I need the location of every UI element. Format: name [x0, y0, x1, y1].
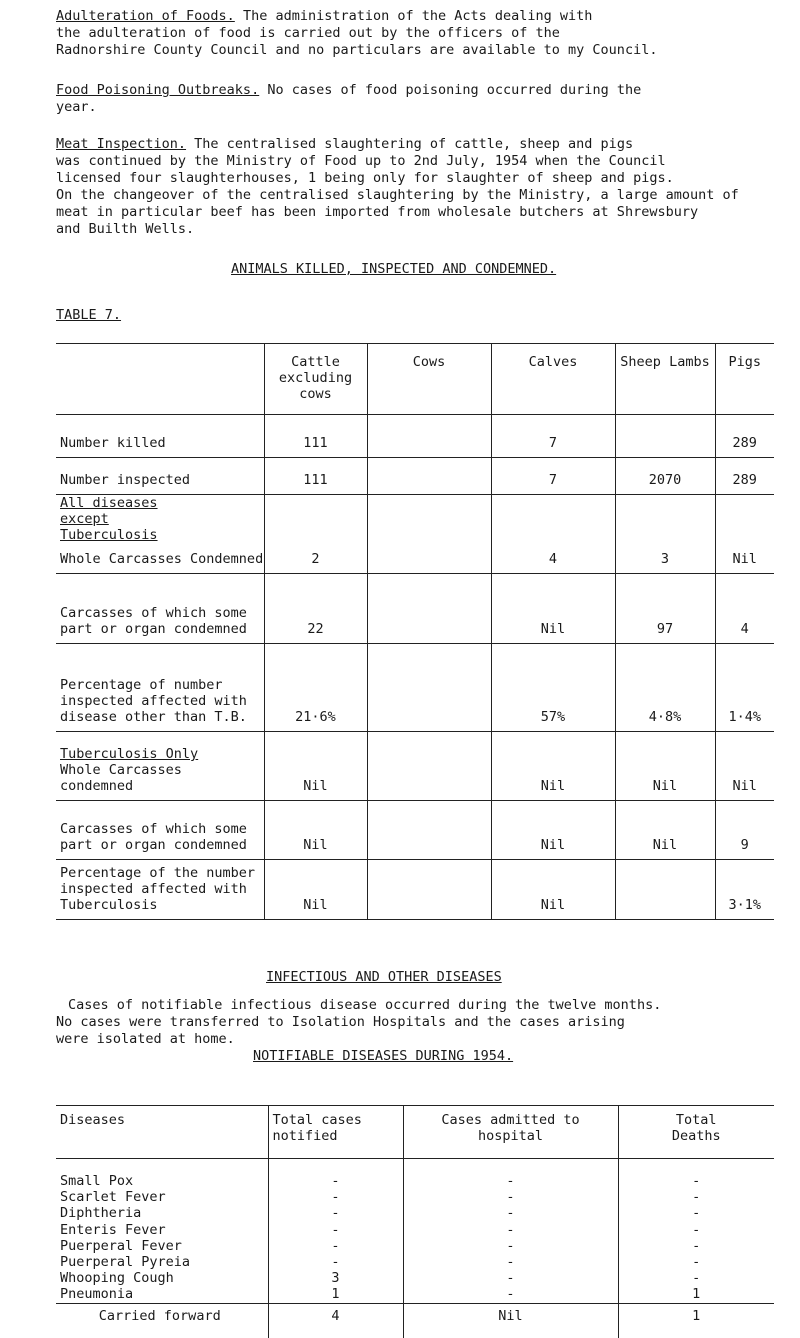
cell — [367, 458, 491, 495]
section-heading-tuberculosis: Tuberculosis Only — [60, 746, 199, 762]
table-row — [56, 574, 774, 644]
cases-admitted: - — [403, 1254, 618, 1270]
table-row — [56, 495, 774, 574]
disease-name: Diphtheria — [60, 1205, 142, 1222]
cell — [367, 415, 491, 458]
cases-admitted: - — [403, 1238, 618, 1254]
total-cases: 1 — [268, 1286, 403, 1303]
cell: 21·6% — [264, 644, 367, 732]
notifiable-diseases-table — [56, 1105, 774, 1338]
infectious-paragraph — [56, 997, 796, 1048]
cases-admitted: - — [403, 1286, 618, 1303]
cell: 289 — [715, 458, 774, 495]
cell: 3·1% — [715, 860, 774, 920]
cell: Nil — [715, 495, 774, 574]
table-row — [56, 644, 774, 732]
meat-inspection-paragraph — [56, 136, 796, 238]
cell: 111 — [264, 458, 367, 495]
cell: 2 — [264, 495, 367, 574]
column-header-diseases: Diseases — [56, 1106, 268, 1159]
disease-name: Enteris Fever — [60, 1221, 166, 1238]
meat-inspection-line-1: The centralised slaughtering of cattle, sheep and pigs — [186, 136, 634, 152]
cell — [615, 415, 715, 458]
carried-forward-label: Carried forward — [56, 1303, 268, 1338]
adulteration-line-1: The administration of the Acts dealing with — [234, 8, 593, 24]
meat-inspection-heading: Meat Inspection. — [56, 136, 187, 152]
food-poisoning-line-1: No cases of food poisoning occurred during the — [259, 82, 642, 98]
table-row — [56, 801, 774, 860]
disease-name: Scarlet Fever — [60, 1189, 166, 1206]
column-header-deaths-text: Total Deaths — [671, 1112, 721, 1144]
disease-name: Whooping Cough — [60, 1270, 174, 1287]
row-label: Number killed — [56, 415, 264, 458]
row-label: Carcasses of which some part or organ condemned — [56, 801, 264, 860]
animals-table — [56, 343, 774, 920]
cell: Nil — [491, 860, 615, 920]
adulteration-line-3: Radnorshire County Council and no particulars are available to my Council. — [56, 42, 658, 58]
cell: Nil — [491, 801, 615, 860]
cell: Nil — [491, 574, 615, 644]
cell: 9 — [715, 801, 774, 860]
food-poisoning-line-2: year. — [56, 99, 97, 115]
cell: 7 — [491, 458, 615, 495]
total-cases: - — [268, 1254, 403, 1270]
table-row — [56, 1270, 774, 1286]
total-deaths: - — [618, 1222, 774, 1238]
infectious-line-3: were isolated at home. — [56, 1031, 235, 1047]
cell: 4 — [715, 574, 774, 644]
total-deaths: - — [618, 1270, 774, 1286]
total-cases: - — [268, 1222, 403, 1238]
row-label: Percentage of number inspected affected with disease other than T.B. — [56, 644, 264, 732]
cases-admitted: - — [403, 1159, 618, 1190]
animals-section-title: ANIMALS KILLED, INSPECTED AND CONDEMNED. — [231, 261, 557, 277]
infectious-line-2: No cases were transferred to Isolation Hospitals and the cases arising — [56, 1014, 625, 1030]
carried-forward-deaths: 1 — [618, 1303, 774, 1338]
total-deaths: - — [618, 1159, 774, 1190]
column-header-admitted — [403, 1106, 618, 1159]
infectious-line-1: Cases of notifiable infectious disease occurred during the twelve months. — [68, 997, 662, 1013]
total-deaths: - — [618, 1205, 774, 1221]
row-label: Number inspected — [56, 458, 264, 495]
food-poisoning-heading: Food Poisoning Outbreaks. — [56, 82, 260, 98]
column-header-total-cases — [268, 1106, 403, 1159]
cell — [367, 644, 491, 732]
table-row — [56, 1254, 774, 1270]
table-row — [56, 458, 774, 495]
table-row — [56, 1159, 774, 1190]
table-row — [56, 732, 774, 801]
carried-forward-row — [56, 1303, 774, 1338]
table-row — [56, 1189, 774, 1205]
cases-admitted: - — [403, 1222, 618, 1238]
row-label-text: Whole Carcasses condemned — [60, 762, 182, 794]
column-header-cows: Cows — [367, 344, 491, 415]
meat-inspection-line-6: and Builth Wells. — [56, 221, 195, 237]
carried-forward-admitted: Nil — [403, 1303, 618, 1338]
table-row — [56, 860, 774, 920]
cell — [367, 801, 491, 860]
column-header-admitted-text: Cases admitted to hospital — [441, 1112, 580, 1144]
table-row — [56, 1205, 774, 1221]
total-deaths: - — [618, 1254, 774, 1270]
cell — [367, 732, 491, 801]
total-deaths: 1 — [618, 1286, 774, 1303]
table-row — [56, 1222, 774, 1238]
cell — [367, 574, 491, 644]
total-cases: - — [268, 1159, 403, 1190]
carried-forward-total: 4 — [268, 1303, 403, 1338]
row-label-text: Whole Carcasses Condemned — [60, 551, 264, 567]
cell: 4·8% — [615, 644, 715, 732]
table-7-label: TABLE 7. — [56, 307, 122, 323]
cell: 97 — [615, 574, 715, 644]
column-header-total-cases-text: Total cases notified — [272, 1112, 362, 1144]
total-cases: - — [268, 1189, 403, 1205]
cell: Nil — [615, 732, 715, 801]
infectious-diseases-heading: INFECTIOUS AND OTHER DISEASES — [266, 969, 502, 985]
cell: 57% — [491, 644, 615, 732]
column-header-deaths — [618, 1106, 774, 1159]
disease-name: Puerperal Fever — [60, 1237, 182, 1254]
row-label — [56, 732, 264, 801]
meat-inspection-line-2: was continued by the Ministry of Food up to 2nd July, 1954 when the Council — [56, 153, 666, 169]
row-label: Percentage of the number inspected affected with Tuberculosis — [56, 860, 264, 920]
header-blank — [56, 344, 264, 415]
table-row — [56, 1286, 774, 1303]
total-cases: 3 — [268, 1270, 403, 1286]
cell — [367, 860, 491, 920]
cell: 3 — [615, 495, 715, 574]
cell: 22 — [264, 574, 367, 644]
cell: Nil — [491, 732, 615, 801]
row-label: Carcasses of which some part or organ condemned — [56, 574, 264, 644]
cases-admitted: - — [403, 1189, 618, 1205]
cases-admitted: - — [403, 1270, 618, 1286]
cell — [615, 860, 715, 920]
cell: Nil — [264, 801, 367, 860]
cell: 7 — [491, 415, 615, 458]
total-deaths: - — [618, 1189, 774, 1205]
cell: 111 — [264, 415, 367, 458]
meat-inspection-line-5: meat in particular beef has been imported from wholesale butchers at Shrewsbury — [56, 204, 699, 220]
cell: Nil — [264, 860, 367, 920]
food-poisoning-paragraph — [56, 82, 796, 116]
cell: 2070 — [615, 458, 715, 495]
row-label — [56, 495, 264, 574]
adulteration-paragraph — [56, 8, 796, 59]
cell: Nil — [615, 801, 715, 860]
total-cases: - — [268, 1205, 403, 1221]
column-header-calves: Calves — [491, 344, 615, 415]
column-header-cattle: Cattle excluding cows — [264, 344, 367, 415]
meat-inspection-line-3: licensed four slaughterhouses, 1 being only for slaughter of sheep and pigs. — [56, 170, 674, 186]
total-cases: - — [268, 1238, 403, 1254]
cell: 289 — [715, 415, 774, 458]
animals-table-header — [56, 344, 774, 415]
cell: 4 — [491, 495, 615, 574]
total-deaths: - — [618, 1238, 774, 1254]
disease-name: Small Pox — [60, 1173, 134, 1189]
cell: Nil — [715, 732, 774, 801]
disease-name: Puerperal Pyreia — [60, 1254, 191, 1271]
table-row — [56, 1238, 774, 1254]
cases-admitted: - — [403, 1205, 618, 1221]
column-header-pigs: Pigs — [715, 344, 774, 415]
disease-name: Pneumonia — [60, 1286, 134, 1303]
meat-inspection-line-4: On the changeover of the centralised slaughtering by the Ministry, a large amount of — [56, 187, 739, 203]
notifiable-diseases-heading: NOTIFIABLE DISEASES DURING 1954. — [253, 1048, 514, 1064]
notifiable-table-header — [56, 1106, 774, 1159]
table-row — [56, 415, 774, 458]
adulteration-heading: Adulteration of Foods. — [56, 8, 235, 24]
column-header-sheep-lambs: Sheep Lambs — [615, 344, 715, 415]
cell: Nil — [264, 732, 367, 801]
cell — [367, 495, 491, 574]
cell: 1·4% — [715, 644, 774, 732]
section-heading-all-diseases: All diseases except Tuberculosis — [60, 495, 158, 543]
adulteration-line-2: the adulteration of food is carried out by the officers of the — [56, 25, 560, 41]
